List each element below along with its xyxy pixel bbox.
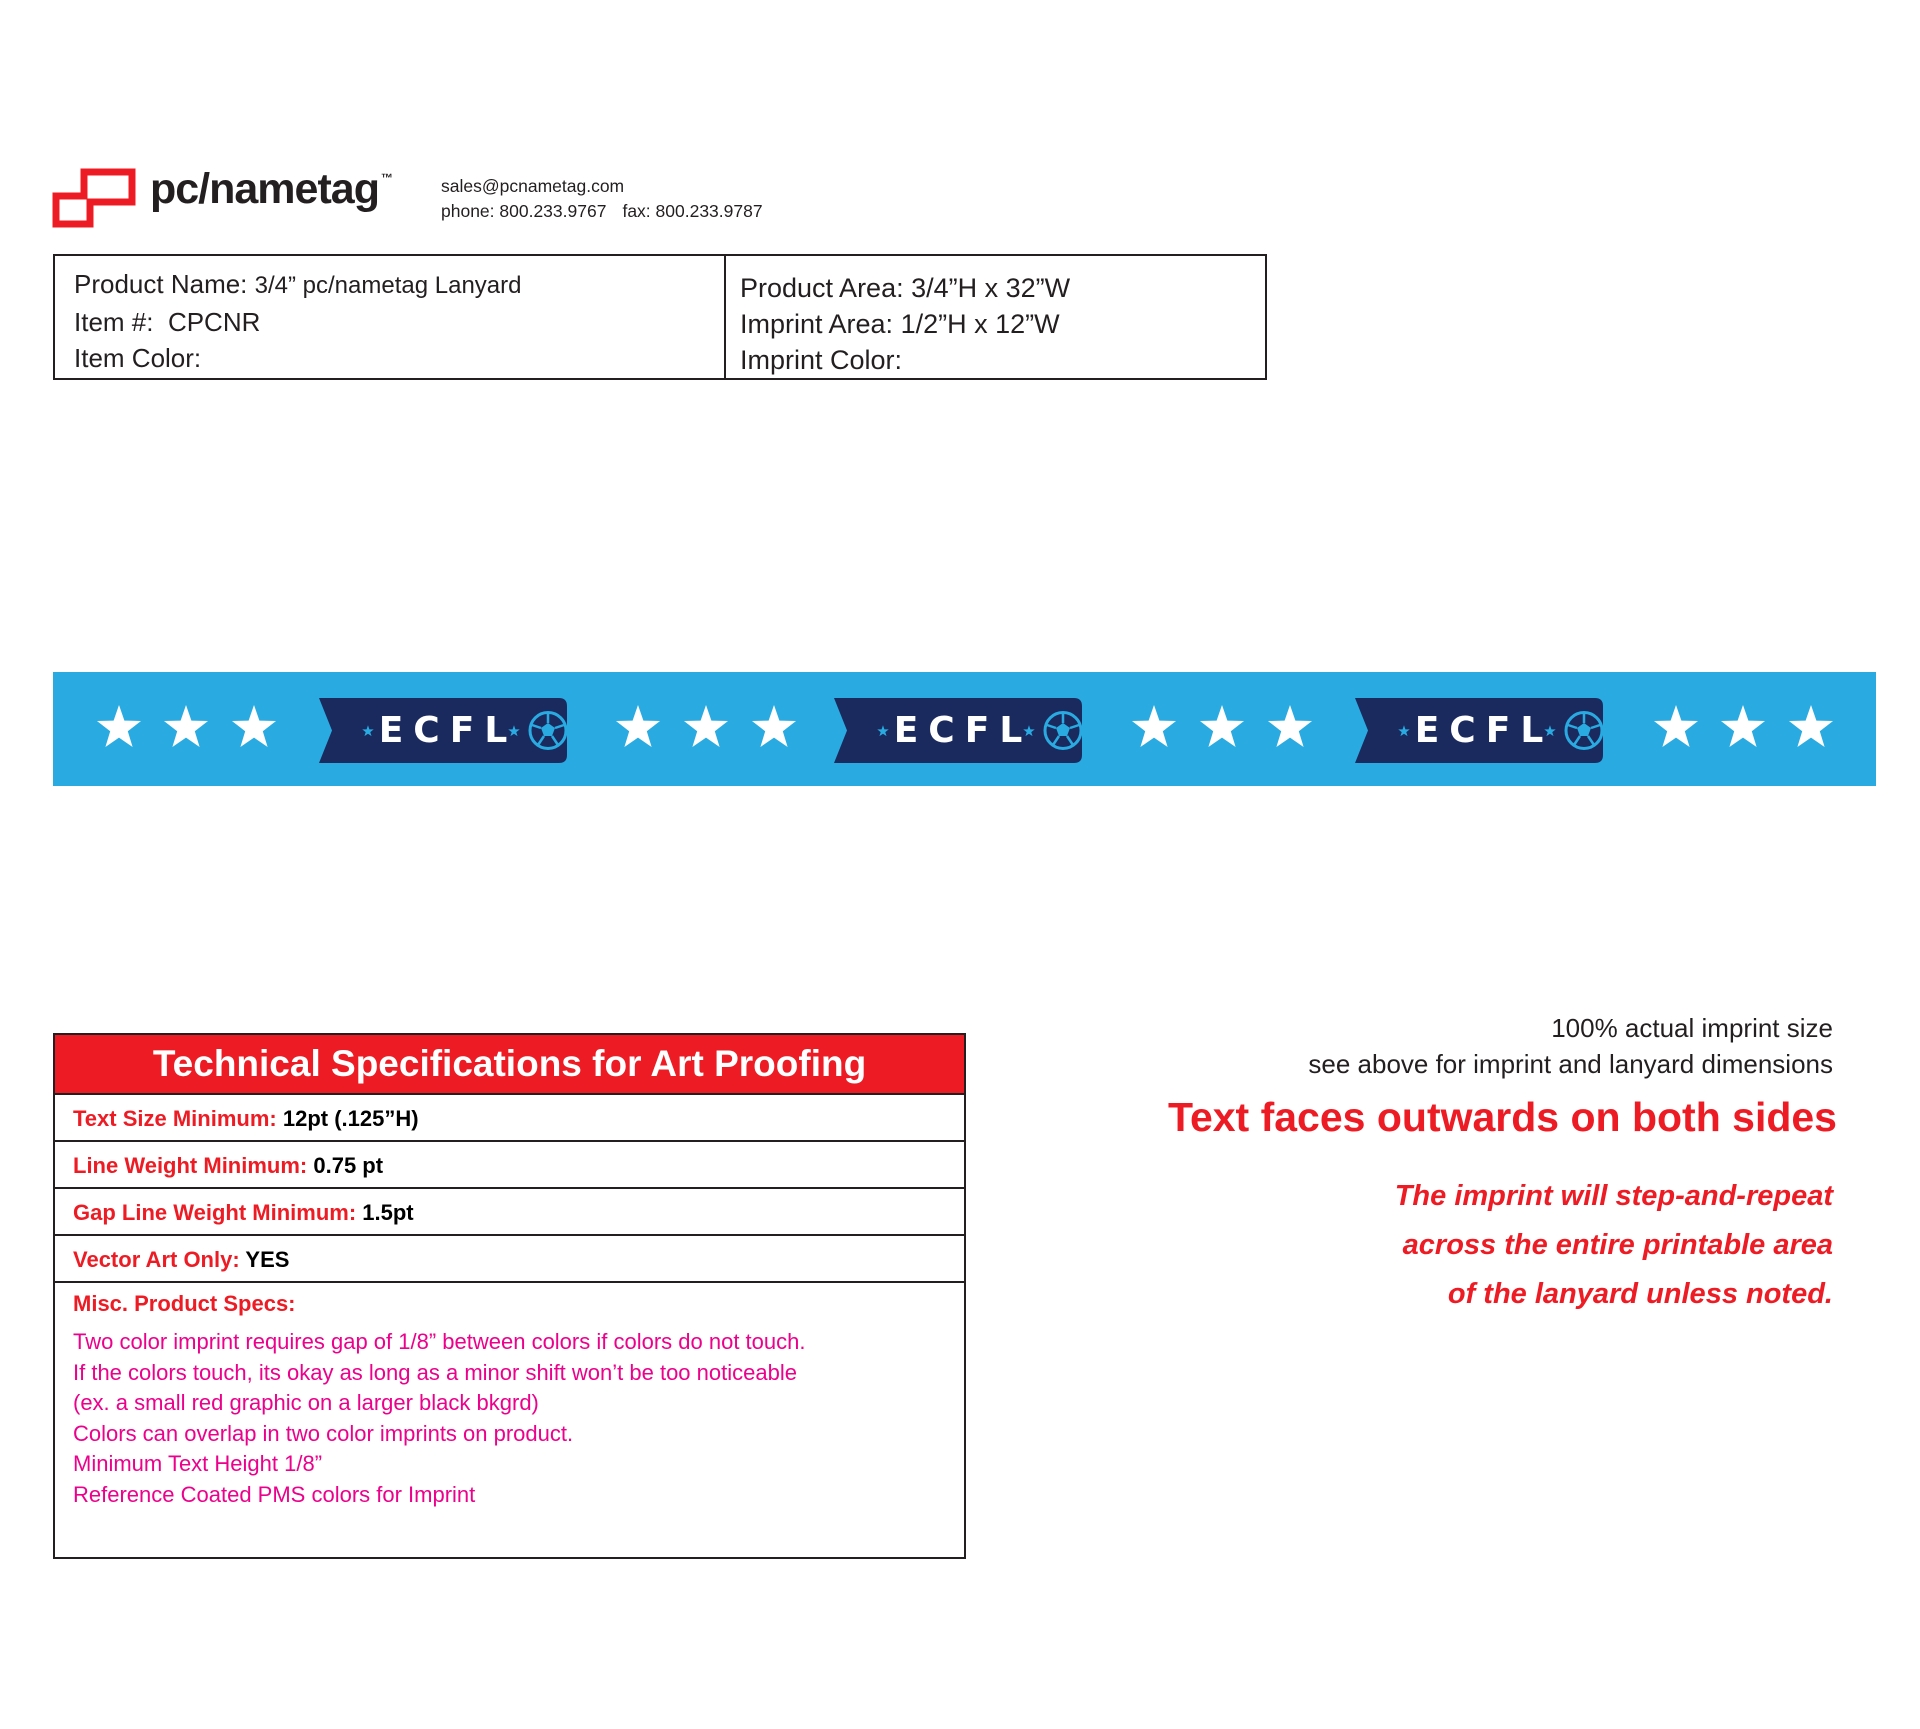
spec-row-line-weight: Line Weight Minimum: 0.75 pt xyxy=(55,1142,964,1189)
star-icon xyxy=(1720,704,1766,748)
spec-title: Technical Specifications for Art Proofing xyxy=(55,1035,964,1095)
banner-text: ECFL xyxy=(893,710,1033,751)
misc-line: Colors can overlap in two color imprints on product. xyxy=(73,1420,574,1446)
lanyard-imprint xyxy=(53,672,1876,786)
imprint-area-line: Imprint Area: 1/2”H x 12”W xyxy=(740,309,1060,339)
spec-row-vector-art: Vector Art Only: YES xyxy=(55,1236,964,1283)
imprint-color-line: Imprint Color: xyxy=(740,345,903,375)
star-icon xyxy=(683,704,729,748)
star-icon xyxy=(615,704,661,748)
product-name-line: Product Name: 3/4” pc/nametag Lanyard xyxy=(74,269,522,299)
product-info-left xyxy=(55,256,726,378)
product-info-box xyxy=(53,254,1267,380)
item-number-line: Item #: CPCNR xyxy=(74,307,261,337)
brand-logo-mark xyxy=(52,166,136,228)
misc-line: Reference Coated PMS colors for Imprint xyxy=(73,1481,476,1507)
misc-line: Minimum Text Height 1/8” xyxy=(73,1451,323,1476)
misc-line: Two color imprint requires gap of 1/8” between colors if colors do not touch. xyxy=(73,1329,806,1354)
banner-text: ECFL xyxy=(378,710,518,751)
contact-fax: fax: 800.233.9787 xyxy=(622,201,763,221)
text-faces-note: Text faces outwards on both sides xyxy=(1167,1094,1837,1140)
product-info-right xyxy=(726,256,1265,378)
ecfl-banner xyxy=(319,698,567,763)
item-color-line: Item Color: xyxy=(74,343,202,373)
star-icon xyxy=(1131,704,1177,748)
ecfl-banner xyxy=(834,698,1082,763)
contact-phone: phone: 800.233.9767 xyxy=(441,201,607,221)
star-icon xyxy=(1267,704,1313,748)
star-icon xyxy=(163,704,209,748)
trademark: ™ xyxy=(380,171,392,185)
star-icon xyxy=(231,704,277,748)
contact-email[interactable]: sales@pcnametag.com xyxy=(441,176,625,196)
misc-line: (ex. a small red graphic on a larger black bkgrd) xyxy=(73,1390,539,1415)
contact-info xyxy=(441,174,763,224)
misc-line: If the colors touch, its okay as long as a minor shift won’t be too noticeable xyxy=(73,1359,797,1385)
star-icon xyxy=(1199,704,1245,748)
brand-name: pc/nametag ™ xyxy=(150,165,392,213)
ecfl-banner xyxy=(1355,698,1603,763)
star-icon xyxy=(751,704,797,748)
star-icon xyxy=(1788,704,1834,748)
spec-row-text-size: Text Size Minimum: 12pt (.125”H) xyxy=(55,1095,964,1142)
step-repeat-note: The imprint will step-and-repeat across the entire printable area of the lanyard unless noted. xyxy=(1394,1180,1833,1310)
star-icon xyxy=(1653,704,1699,748)
star-icon xyxy=(96,704,142,748)
actual-size-note: 100% actual imprint size see above for imprint and lanyard dimensions xyxy=(1308,1013,1833,1079)
misc-specs xyxy=(55,1283,964,1510)
tech-spec-box xyxy=(53,1033,966,1559)
misc-title: Misc. Product Specs: xyxy=(73,1291,296,1316)
spec-row-gap-line-weight: Gap Line Weight Minimum: 1.5pt xyxy=(55,1189,964,1236)
product-area-line: Product Area: 3/4”H x 32”W xyxy=(740,273,1071,303)
banner-text: ECFL xyxy=(1414,710,1554,751)
